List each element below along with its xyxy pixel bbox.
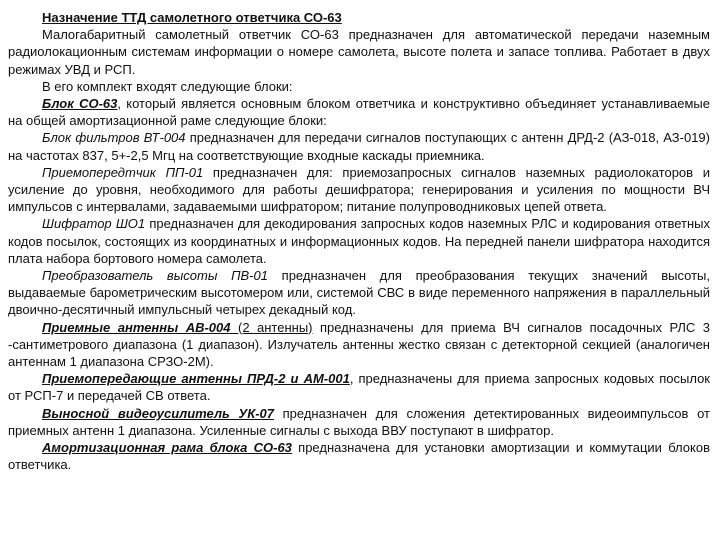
- block-altitude-name: Преобразователь высоты ПВ-01: [42, 268, 268, 284]
- block-video-amp-name: Выносной видеоусилитель УК-07: [42, 405, 274, 421]
- block-altitude-paragraph: [8, 267, 710, 319]
- kit-paragraph: В его комплект входят следующие блоки:: [42, 78, 293, 94]
- block-so63-name: Блок СО-63: [42, 96, 118, 112]
- block-txrx-antenna-paragraph: [8, 370, 710, 404]
- block-filter-text: предназначен для передачи сигналов поступающих с антенн ДРД-2 (АЗ-018, АЗ-019) на частотах 837, 5+-2,5 Мгц на соответствующие входные каскады приемника.: [8, 130, 710, 163]
- block-so63-paragraph: [8, 95, 710, 129]
- block-mount-frame-paragraph: [8, 439, 710, 473]
- block-encoder-text: предназначен для декодирования запросных кодов наземных РЛС и кодирования ответных кодов посылок, состоящих из координатных и информационных кодов. На передней панели шифратора находится плата набора бортового номера самолета.: [8, 216, 711, 266]
- heading-paragraph: [8, 9, 710, 26]
- block-rx-antenna-name: Приемные антенны АВ-004: [42, 319, 231, 335]
- block-txrx-antenna-name: Приемопередающие антенны ПРД-2 и АМ-001: [42, 371, 350, 387]
- block-filter-name: Блок фильтров ВТ-004: [42, 130, 186, 146]
- block-rx-antenna-extra: (2 антенны): [230, 319, 313, 335]
- block-txrx-antenna-text: , предназначены для приема запросных кодовых посылок от РСП-7 и передачей СВ ответа.: [8, 371, 710, 404]
- block-mount-frame-text: предназначена для установки амортизации и коммутации блоков ответчика.: [8, 440, 710, 473]
- document-heading: Назначение ТТД самолетного ответчика СО-63: [42, 10, 342, 25]
- block-rx-antenna-text: предназначены для приема ВЧ сигналов посадочных РЛС 3 -сантиметрового диапазона (1 диапазон). Излучатель антенны жестко связан с детекторной секцией (аналогичен антеннам 1 диапазона СРЗО-2М).: [8, 319, 711, 370]
- block-transceiver-paragraph: [8, 164, 710, 216]
- block-encoder-name: Шифратор ШО1: [42, 216, 146, 232]
- block-encoder-paragraph: [8, 215, 710, 267]
- block-rx-antenna-paragraph: [8, 319, 710, 371]
- block-so63-text: , который является основным блоком ответчика и конструктивно объединяет устанавливаемые на общей амортизационной раме следующие блоки:: [8, 96, 710, 129]
- block-mount-frame-name: Амортизационная рама блока СО-63: [42, 440, 292, 456]
- block-altitude-text: предназначен для преобразования текущих значений высоты, выдаваемые барометрическим высотомером или, системой СВС в виде переменного напряжения в параллельный двоично-десятичный импульсный четырех декадный код.: [8, 268, 710, 318]
- block-video-amp-text: предназначен для сложения детектированных видеоимпульсов от приемных антенн 1 диапазона. Усиленные сигналы с выхода ВВУ поступают в шифратор.: [8, 405, 710, 438]
- block-filter-paragraph: [8, 129, 710, 163]
- block-transceiver-name: Приемопередтчик ПП-01: [42, 164, 204, 180]
- block-transceiver-text: предназначен для: приемозапросных сигналов наземных радиолокаторов и усиление до уровня, необходимого для работы дешифратора; генерирования и усиления по мощности ВЧ импульсов с интервалами, задаваемыми шифратором; питание полупроводниковых цепей ответа.: [8, 164, 711, 215]
- intro-paragraph: Малогабаритный самолетный ответчик СО-63 предназначен для автоматической передачи наземным радиолокационным системам информации о номере самолета, высоте полета и запасе топлива. Работает в двух режимах УВД и РСП.: [8, 27, 710, 77]
- block-video-amp-paragraph: [8, 405, 710, 439]
